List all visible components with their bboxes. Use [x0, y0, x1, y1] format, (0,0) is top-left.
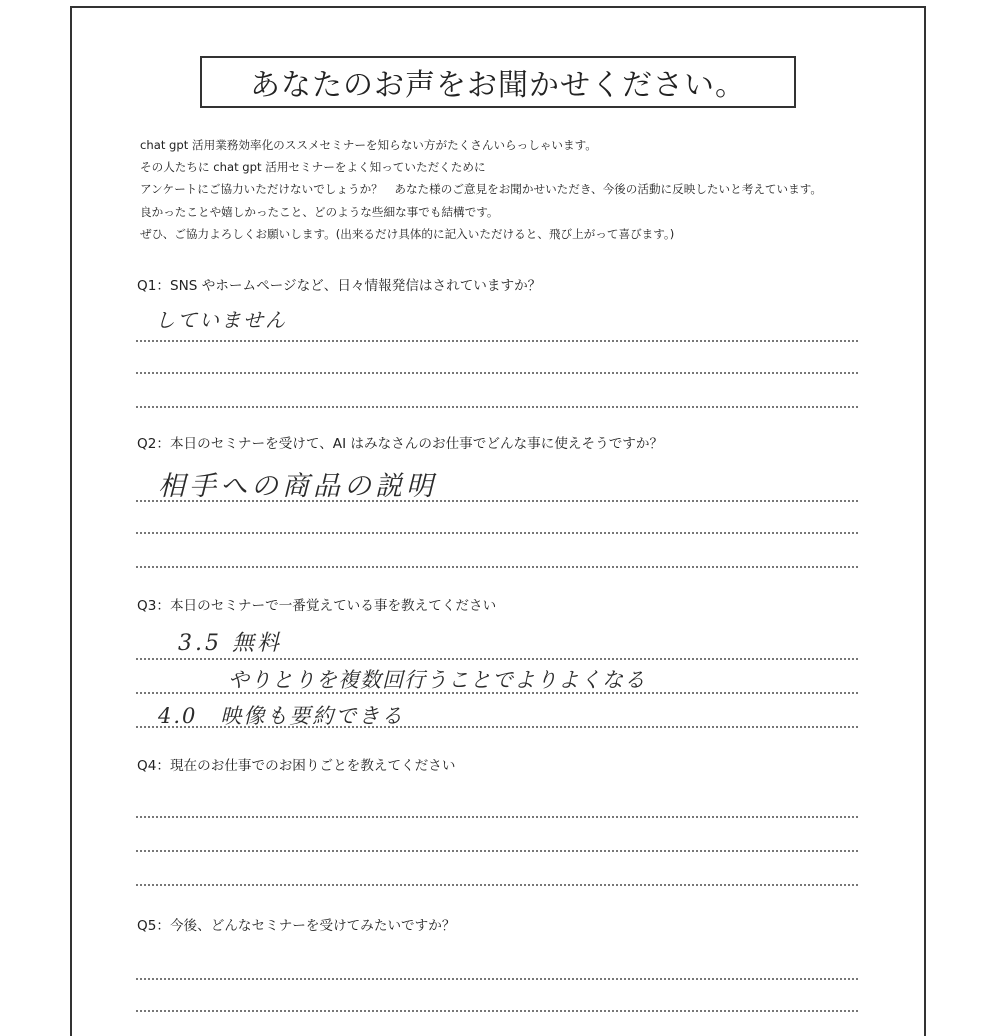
answer-line	[136, 816, 858, 818]
intro-line: ぜひ、ご協力よろしくお願いします。(出来るだけ具体的に記入いただけると、飛び上がって喜びます。)	[140, 226, 675, 241]
answer-line	[136, 340, 858, 342]
answer-3-handwriting-line-1: 3.5 無料	[178, 631, 282, 656]
answer-line	[136, 372, 858, 374]
answer-line	[136, 532, 858, 534]
question-1-label: Q1：SNS やホームページなど、日々情報発信はされていますか？	[137, 278, 542, 294]
answer-line	[136, 726, 858, 728]
answer-line	[136, 978, 858, 980]
intro-line: 良かったことや嬉しかったこと、どのような些細な事でも結構です。	[140, 204, 499, 219]
intro-line: アンケートにご協力いただけないでしょうか？ あなた様のご意見をお聞かせいただき、今後の活動に反映したいと考えています。	[140, 182, 822, 197]
answer-line	[136, 884, 858, 886]
question-3-label: Q3：本日のセミナーで一番覚えている事を教えてください	[137, 598, 497, 614]
answer-1-handwriting: していません	[155, 308, 287, 332]
answer-3-handwriting-line-2: やりとりを複数回行うことでよりよくなる	[228, 668, 646, 692]
answer-2-handwriting: 相手への商品の説明	[158, 471, 437, 502]
answer-line	[136, 500, 858, 502]
question-4-label: Q4：現在のお仕事でのお困りごとを教えてください	[137, 758, 456, 774]
intro-line: その人たちに chat gpt 活用セミナーをよく知っていただくために	[140, 160, 486, 175]
question-5-label: Q5：今後、どんなセミナーを受けてみたいですか？	[137, 918, 456, 934]
page-title: あなたのお声をお聞かせください。	[200, 56, 796, 108]
answer-line	[136, 1010, 858, 1012]
answer-3-handwriting-line-3: 4.0 映像も要約できる	[158, 704, 405, 728]
intro-text	[140, 134, 900, 245]
answer-line	[136, 658, 858, 660]
intro-line: chat gpt 活用業務効率化のススメセミナーを知らない方がたくさんいらっしゃいます。	[140, 138, 597, 152]
answer-line	[136, 406, 858, 408]
answer-line	[136, 692, 858, 694]
answer-line	[136, 850, 858, 852]
question-2-label: Q2：本日のセミナーを受けて、AI はみなさんのお仕事でどんな事に使えそうですか？	[137, 436, 664, 452]
answer-line	[136, 566, 858, 568]
